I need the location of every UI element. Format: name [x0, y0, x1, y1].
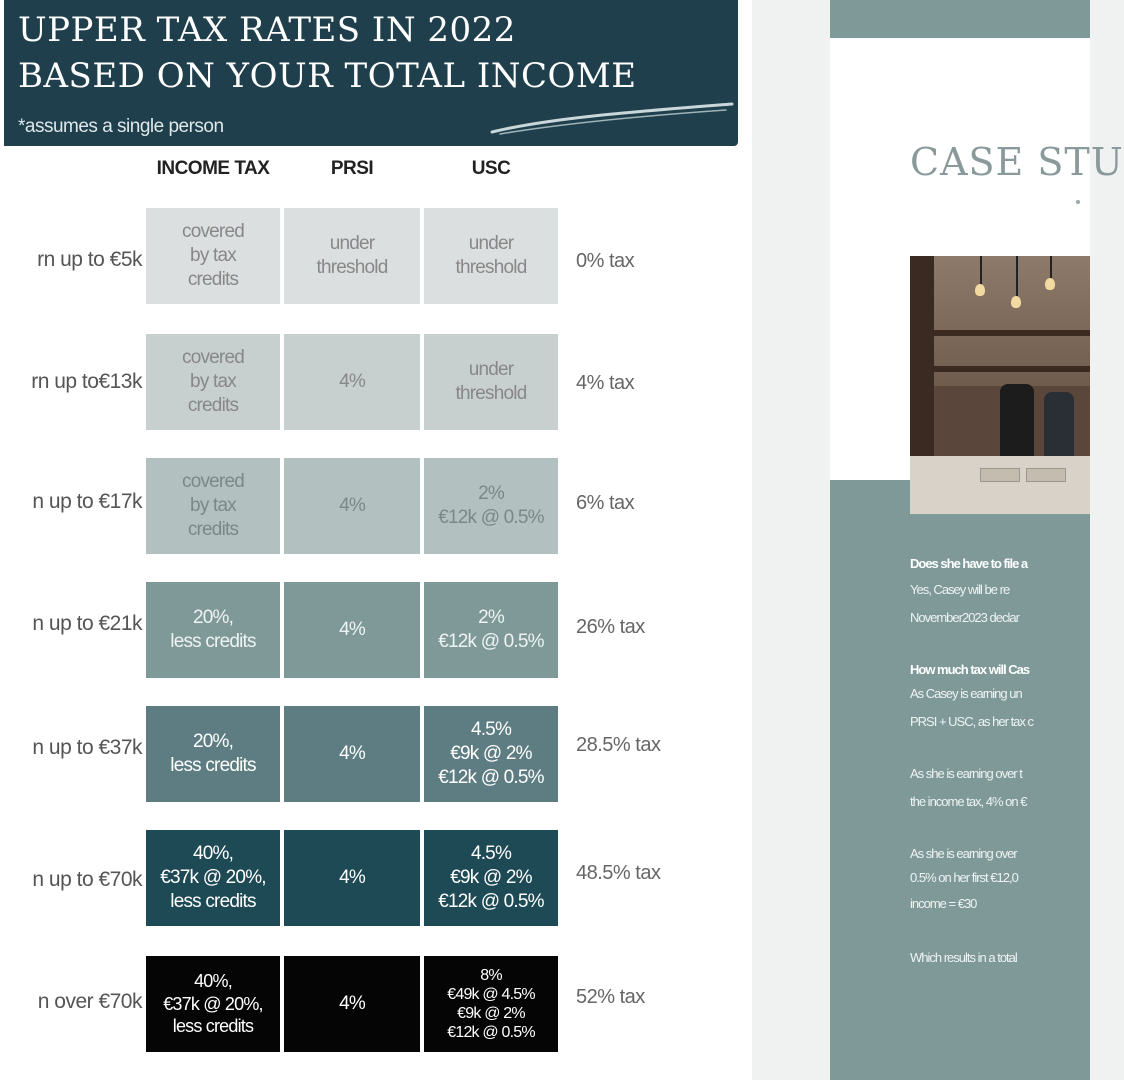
usc-cell: under threshold — [424, 208, 558, 304]
header-title-line1: UPPER TAX RATES IN 2022 — [18, 10, 516, 50]
prsi-cell: 4% — [284, 830, 420, 926]
prsi-cell: 4% — [284, 458, 420, 554]
case-study-line: 0.5% on her first €12,0 — [910, 870, 1018, 885]
income-tax-cell: covered by tax credits — [146, 208, 280, 304]
case-study-line: Which results in a total — [910, 950, 1017, 965]
case-study-card — [830, 0, 1124, 1080]
usc-cell: under threshold — [424, 334, 558, 430]
usc-cell: 2% €12k @ 0.5% — [424, 458, 558, 554]
row-result: 52% tax — [576, 986, 645, 1008]
row-label: n up to €21k — [32, 612, 142, 635]
prsi-cell: 4% — [284, 582, 420, 678]
case-study-line: Does she have to file a — [910, 556, 1028, 571]
income-tax-cell: covered by tax credits — [146, 458, 280, 554]
row-result: 6% tax — [576, 492, 635, 514]
prsi-cell: 4% — [284, 334, 420, 430]
usc-cell: 4.5% €9k @ 2% €12k @ 0.5% — [424, 830, 558, 926]
header-title-line2: BASED ON YOUR TOTAL INCOME — [18, 56, 637, 96]
prsi-cell: 4% — [284, 706, 420, 802]
row-label: rn up to€13k — [31, 370, 142, 393]
case-study-line: As Casey is earning un — [910, 686, 1022, 701]
case-study-line: PRSI + USC, as her tax c — [910, 714, 1034, 729]
header-banner — [4, 0, 738, 146]
row-result: 26% tax — [576, 616, 645, 638]
swoosh-decoration-icon — [490, 100, 734, 136]
row-result: 28.5% tax — [576, 734, 661, 756]
case-study-title: CASE STU — [910, 140, 1124, 184]
row-label: n up to €17k — [32, 490, 142, 513]
case-study-line: How much tax will Cas — [910, 662, 1030, 677]
income-tax-cell: 20%, less credits — [146, 582, 280, 678]
usc-cell: 2% €12k @ 0.5% — [424, 582, 558, 678]
header-note: *assumes a single person — [18, 116, 224, 137]
row-result: 0% tax — [576, 250, 635, 272]
column-header-income-tax: INCOME TAX — [156, 158, 270, 179]
row-result: 4% tax — [576, 372, 635, 394]
row-label: n over €70k — [37, 990, 142, 1013]
row-label: n up to €37k — [32, 736, 142, 759]
case-study-line: Yes, Casey will be re — [910, 582, 1010, 597]
case-study-top-bar — [830, 0, 1090, 38]
case-study-line: the income tax, 4% on € — [910, 794, 1027, 809]
prsi-cell: under threshold — [284, 208, 420, 304]
income-tax-cell: 40%, €37k @ 20%, less credits — [146, 956, 280, 1052]
usc-cell: 8% €49k @ 4.5% €9k @ 2% €12k @ 0.5% — [424, 956, 558, 1052]
income-tax-cell: 40%, €37k @ 20%, less credits — [146, 830, 280, 926]
income-tax-cell: 20%, less credits — [146, 706, 280, 802]
row-label: rn up to €5k — [37, 248, 142, 271]
divider-dot — [1076, 200, 1080, 204]
income-tax-cell: covered by tax credits — [146, 334, 280, 430]
case-study-line: As she is earning over t — [910, 766, 1022, 781]
case-study-line: As she is earning over — [910, 846, 1017, 861]
prsi-cell: 4% — [284, 956, 420, 1052]
case-study-line: November2023 declar — [910, 610, 1019, 625]
usc-cell: 4.5% €9k @ 2% €12k @ 0.5% — [424, 706, 558, 802]
column-header-usc: USC — [471, 158, 511, 179]
column-header-prsi: PRSI — [330, 158, 374, 179]
case-study-line: income = €30 — [910, 896, 977, 911]
cafe-photo — [910, 256, 1090, 514]
row-result: 48.5% tax — [576, 862, 661, 884]
row-label: n up to €70k — [32, 868, 142, 891]
